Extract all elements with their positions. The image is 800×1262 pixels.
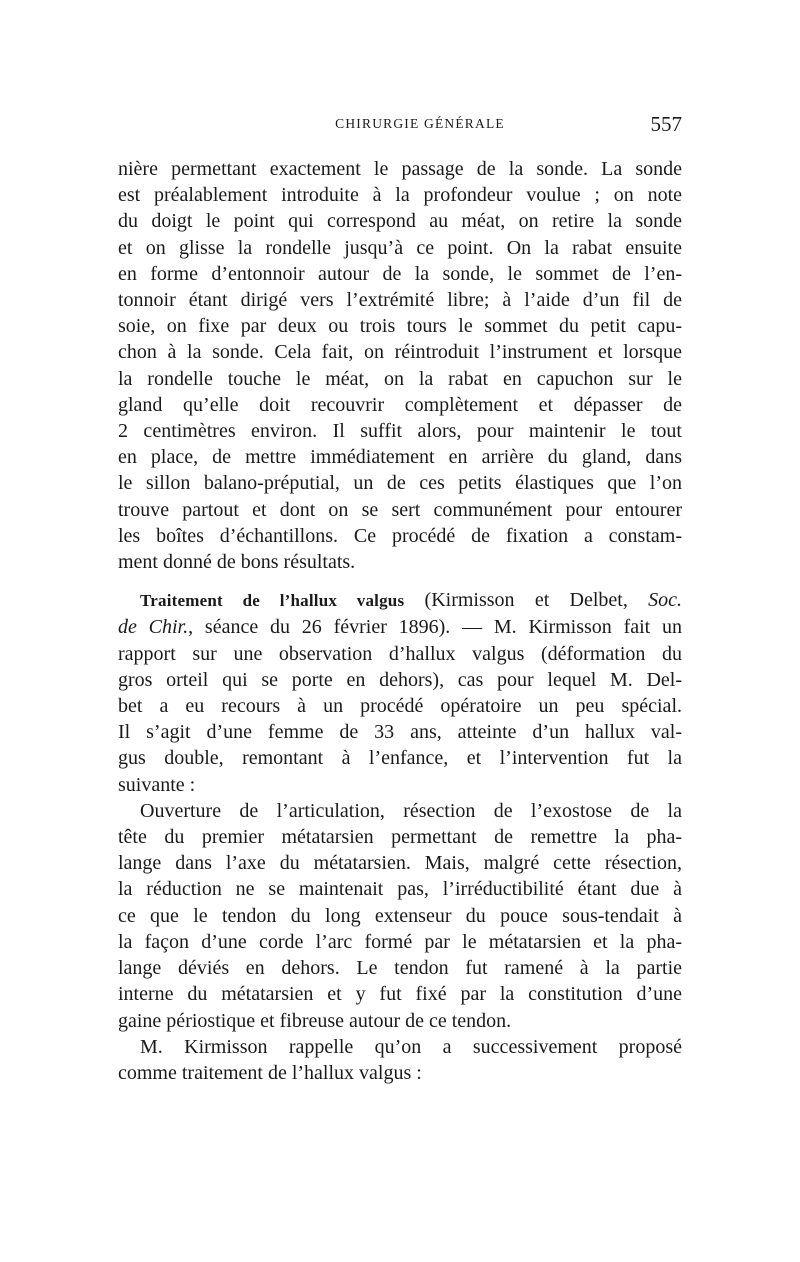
text-line: est préalablement introduite à la profondeur voulue ; on note xyxy=(118,184,682,207)
text-line: soie, on fixe par deux ou trois tours le sommet du petit capu- xyxy=(118,315,682,338)
text-line: ment donné de bons résultats. xyxy=(118,551,356,574)
text-line: suivante : xyxy=(118,773,196,796)
journal-abbrev: Soc. xyxy=(648,589,682,612)
paragraph-sonde-fixation xyxy=(118,156,682,575)
running-title: CHIRURGIE GÉNÉRALE xyxy=(335,116,505,131)
text-line: lange dans l’axe du métatarsien. Mais, malgré cette résection, xyxy=(118,852,682,875)
text-line: nière permettant exactement le passage de la sonde. La sonde xyxy=(118,158,682,180)
text-line: Il s’agit d’une femme de 33 ans, atteinte d’un hallux val- xyxy=(118,721,682,744)
text-line xyxy=(118,587,682,614)
text-line: 2 centimètres environ. Il suffit alors, pour maintenir le tout xyxy=(118,420,682,443)
paragraph-kirmisson-treatment xyxy=(118,1034,682,1086)
text-line: interne du métatarsien et y fut fixé par la constitution d’une xyxy=(118,983,682,1006)
text-line: tête du premier métatarsien permettant de remettre la pha- xyxy=(118,826,682,849)
text-line: et on glisse la rondelle jusqu’à ce point. On la rabat ensuite xyxy=(118,236,682,259)
text-line: les boîtes d’échantillons. Ce procédé de fixation a constam- xyxy=(118,524,682,547)
text-line: lange déviés en dehors. Le tendon fut ramené à la partie xyxy=(118,957,682,980)
text-line: le sillon balano-préputial, un de ces petits élastiques que l’on xyxy=(118,472,682,495)
text-line: gland qu’elle doit recouvrir complètement et dépasser de xyxy=(118,393,682,416)
text-line: bet a eu recours à un procédé opératoire un peu spécial. xyxy=(118,695,682,718)
citation-text: (Kirmisson et Delbet, xyxy=(404,589,649,612)
paragraph-operation xyxy=(118,798,682,1034)
text-line: gus double, remontant à l’enfance, et l’intervention fut la xyxy=(118,747,682,770)
text-line: comme traitement de l’hallux valgus : xyxy=(118,1061,422,1084)
text-line: la réduction ne se maintenait pas, l’irréductibilité étant due à xyxy=(118,878,682,901)
text-line: rapport sur une observation d’hallux valgus (déformation du xyxy=(118,642,682,665)
text-line: chon à la sonde. Cela fait, on réintroduit l’instrument et lorsque xyxy=(118,341,682,364)
section-heading: Traitement de l’hallux valgus xyxy=(140,591,405,611)
paragraph-hallux-valgus xyxy=(118,587,682,798)
text-line: ce que le tendon du long extenseur du pouce sous-tendait à xyxy=(118,904,682,927)
text-line: en place, de mettre immédiatement en arrière du gland, dans xyxy=(118,446,682,469)
book-page xyxy=(118,112,682,1086)
text-line: du doigt le point qui correspond au méat, on retire la sonde xyxy=(118,210,682,233)
text-line: la rondelle touche le méat, on la rabat en capuchon sur le xyxy=(118,367,682,390)
text-line: Ouverture de l’articulation, résection de l’exostose de la xyxy=(140,799,682,822)
running-head xyxy=(118,112,682,142)
text-line: en forme d’entonnoir autour de la sonde, le sommet de l’en- xyxy=(118,262,682,285)
text-line: tonnoir étant dirigé vers l’extrémité libre; à l’aide d’un fil de xyxy=(118,289,682,312)
journal-abbrev: de Chir. xyxy=(118,616,189,639)
citation-text: , séance du 26 février 1896). — M. Kirmisson fait un xyxy=(188,616,683,639)
text-line: la façon d’une corde l’arc formé par le métatarsien et la pha- xyxy=(118,930,682,953)
text-line: trouve partout et dont on se sert communément pour entourer xyxy=(118,498,682,521)
text-line: M. Kirmisson rappelle qu’on a successivement proposé xyxy=(140,1035,682,1058)
text-line: gros orteil qui se porte en dehors), cas pour lequel M. Del- xyxy=(118,668,682,691)
text-line xyxy=(118,614,682,640)
text-line: gaine périostique et fibreuse autour de ce tendon. xyxy=(118,1009,512,1032)
page-number: 557 xyxy=(650,112,682,136)
